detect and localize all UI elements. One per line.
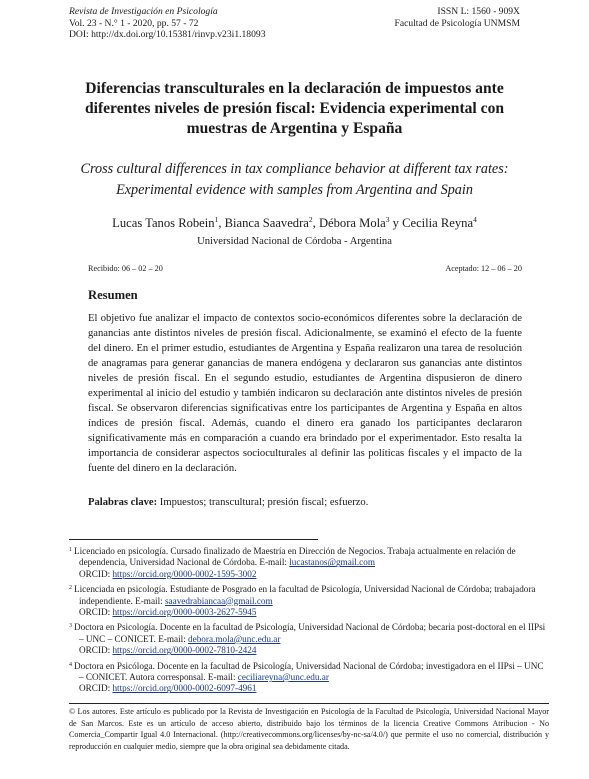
author-1: Lucas Tanos Robein$^1$, <box>112 215 225 230</box>
article-title-english: Cross cultural differences in tax compliance behavior at different tax rates: Experimental evidence with samples from Argentina and Spain <box>80 161 509 198</box>
email-link[interactable]: debora.mola@unc.edu.ar <box>188 633 281 644</box>
keywords <box>88 496 522 510</box>
license-text: © Los autores. Este artículo es publicado por la Revista de Investigación en Psicología de la Facultad de Psicología, Universidad Nacional Mayor de San Marcos. Este es un artículo de acceso abierto, distribuido bajo los términos de la licencia Creative Commons Atribucion - No Comercia_Compartir Igual 4.0 Internacional. (http://creativecommons.org/licenses/by-nc-sa/4.0/) que permite el uso no comercial, distribución y reproducción en cualquier medio, siempre que la obra original sea debidamente citada. <box>69 707 549 752</box>
author-4: Cecilia Reyna$^4$ <box>402 215 477 230</box>
received-date: Recibido: 06 – 02 – 20 <box>88 264 163 273</box>
doi-link[interactable]: DOI: http://dx.doi.org/10.15381/rinvp.v23i1.18093 <box>69 29 266 40</box>
footnote-2: $^2$ Licenciada en psicología. Estudiante de Posgrado en la facultad de Psicología, Universidad Nacional de Córdoba; trabajadora independiente. E-mail: saavedrabiancaa@gmail.com ORCID: https://orcid.org/0000-0003-2627-5945 <box>69 584 536 618</box>
issn: ISSN L: 1560 - 909X <box>437 6 520 17</box>
footnote-1: $^1$ Licenciado en psicología. Cursado finalizado de Maestría en Dirección de Negocios. Trabaja actualmente en relación de dependencia, Universidad Nacional de Córdoba. E-mail: lucastanos@gmail.com ORCID: https://orcid.org/0000-0002-1595-3002 <box>69 546 516 579</box>
orcid-link[interactable]: https://orcid.org/0000-0002-1595-3002 <box>112 568 257 579</box>
running-header-right <box>394 6 520 29</box>
orcid-link[interactable]: https://orcid.org/0000-0002-6097-4961 <box>112 683 257 694</box>
article-title: Diferencias transculturales en la declaración de impuestos ante diferentes niveles de presión fiscal: Evidencia experimental con muestras de Argentina y España <box>84 80 505 137</box>
running-header-left <box>69 6 266 41</box>
author-3: Débora Mola$^3$ y <box>318 215 403 230</box>
email-link[interactable]: ceciliareyna@unc.edu.ar <box>237 672 329 683</box>
footnote-3: $^3$ Doctora en Psicología. Docente en la facultad de Psicología, Universidad Nacional de Córdoba; becaria post-doctoral en el IIPsi – UNC – CONICET. E-mail: debora.mola@unc.edu.ar ORCID: https://orcid.org/0000-0002-7810-2424 <box>69 622 546 656</box>
abstract-heading: Resumen <box>88 288 138 302</box>
faculty-name: Facultad de Psicología UNMSM <box>394 17 520 29</box>
journal-name: Revista de Investigación en Psicología <box>69 6 218 17</box>
orcid-link[interactable]: https://orcid.org/0000-0003-2627-5945 <box>112 607 257 618</box>
footnote-divider <box>69 539 318 540</box>
keywords-label: Palabras clave: <box>88 497 158 508</box>
keywords-list: Impuestos; transcultural; presión fiscal; esfuerzo. <box>159 497 369 508</box>
footnote-4: $^4$ Doctora en Psicóloga. Docente en la facultad de Psicología, Universidad Nacional de Córdoba; investigadora en el IIPsi – UNC – CONICET. Autora corresponsal. E-mail: ceciliareyna@unc.edu.ar ORCID: https://orcid.org/0000-0002-6097-4961 <box>69 660 544 694</box>
volume-info: Vol. 23 - N.° 1 - 2020, pp. 57 - 72 <box>69 17 199 29</box>
affiliation: Universidad Nacional de Córdoba - Argentina <box>197 236 392 247</box>
accepted-date: Aceptado: 12 – 06 – 20 <box>445 264 522 273</box>
dates-row <box>88 264 522 273</box>
footnotes <box>69 546 549 699</box>
author-2: Bianca Saavedra$^2$, <box>224 215 319 230</box>
abstract-text: El objetivo fue analizar el impacto de contextos socio-económicos diferentes sobre la declaración de ganancias ante distintos niveles de presión fiscal. Adicionalmente, se examinó el efecto de la fuente del dinero. En el primer estudio, estudiantes de Argentina y España realizaron una tarea de resolución de anagramas para generar ganancias de manera endógena y declararon sus ganancias ante distintos niveles de presión fiscal. En el segundo estudio, estudiantes de Argentina dispusieron de dinero experimental al inicio del estudio y también indicaron su declaración ante distintos niveles de presión fiscal. Se observaron diferencias significativas entre los participantes de Argentina y España en altos índices de presión fiscal. Además, cuando el dinero era ganado los participantes declararon significativamente más en comparación a cuando era brindado por el experimentador. Esto resalta la importancia de considerar aspectos socioculturales al definir las políticas fiscales y el impacto de la fuente del dinero en la declaración. <box>88 313 522 474</box>
email-link[interactable]: lucastanos@gmail.com <box>289 557 375 568</box>
email-link[interactable]: saavedrabiancaa@gmail.com <box>164 595 273 606</box>
orcid-link[interactable]: https://orcid.org/0000-0002-7810-2424 <box>112 645 257 656</box>
author-list <box>60 215 529 231</box>
license-divider <box>69 703 549 704</box>
